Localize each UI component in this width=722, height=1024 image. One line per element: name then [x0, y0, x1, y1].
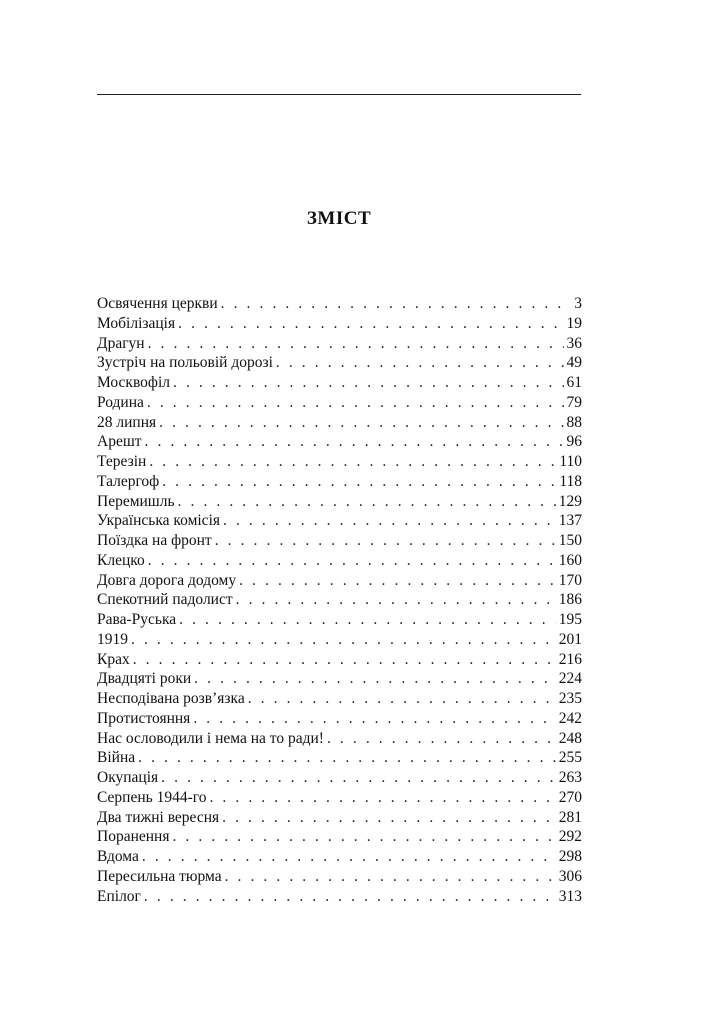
toc-entry-title: Терезін	[97, 453, 147, 470]
table-of-contents	[97, 294, 582, 906]
toc-entry	[97, 571, 582, 591]
toc-entry-title: Війна	[97, 749, 136, 767]
toc-entry-page-number: 3	[574, 295, 582, 312]
toc-entry	[97, 669, 582, 689]
toc-entry-title: Зустріч на польовій дорозі	[97, 354, 273, 372]
toc-entry-page-number: 235	[558, 690, 582, 707]
toc-entry-title: Протистояння	[97, 709, 191, 727]
toc-dot-leader	[159, 413, 563, 433]
toc-entry	[97, 748, 582, 768]
toc-entry	[97, 353, 582, 373]
toc-entry-title: Двадцяті роки	[97, 670, 192, 688]
toc-dot-leader	[161, 768, 556, 788]
toc-entry-title: Два тижні вересня	[97, 808, 220, 826]
toc-entry-page-number: 79	[566, 393, 582, 411]
toc-dot-leader	[178, 492, 556, 512]
toc-entry-title: 1919	[97, 630, 128, 648]
toc-dot-leader	[179, 610, 556, 630]
toc-entry-page-number: 118	[559, 472, 582, 490]
toc-entry	[97, 472, 582, 492]
toc-entry	[97, 788, 582, 808]
toc-entry-page-number: 255	[558, 749, 582, 767]
toc-entry-page-number: 19	[566, 314, 582, 332]
toc-entry-title: Клецко	[97, 551, 145, 569]
toc-entry-title: Українська комісія	[97, 512, 221, 530]
toc-dot-leader	[148, 551, 556, 571]
toc-entry-title: Вдома	[97, 848, 139, 865]
toc-entry	[97, 432, 582, 452]
toc-dot-leader	[173, 373, 564, 393]
toc-entry	[97, 551, 582, 571]
toc-entry	[97, 314, 582, 334]
toc-dot-leader	[327, 729, 556, 749]
toc-dot-leader	[149, 452, 556, 472]
toc-entry-page-number: 36	[566, 334, 582, 352]
toc-entry	[97, 590, 582, 610]
toc-entry	[97, 413, 582, 433]
toc-entry-title: Драгун	[97, 334, 145, 352]
toc-entry-title: Несподівана розв’язка	[97, 690, 245, 707]
toc-entry	[97, 709, 582, 729]
toc-dot-leader	[239, 571, 556, 591]
toc-entry-title: Окупація	[97, 769, 159, 786]
toc-entry-page-number: 292	[558, 828, 582, 846]
toc-entry	[97, 373, 582, 393]
toc-entry-title: Епілог	[97, 887, 141, 905]
toc-dot-leader	[162, 472, 556, 492]
toc-entry-page-number: 170	[558, 571, 582, 589]
toc-entry-title: Освячення церкви	[97, 295, 218, 312]
toc-entry-title: Довга дорога додому	[97, 571, 237, 589]
toc-dot-leader	[221, 294, 572, 314]
toc-entry	[97, 729, 582, 749]
toc-entry-page-number: 201	[558, 630, 582, 648]
toc-dot-leader	[209, 788, 555, 808]
toc-entry-page-number: 313	[558, 887, 582, 905]
toc-dot-leader	[276, 353, 564, 373]
toc-entry	[97, 492, 582, 512]
toc-entry	[97, 827, 582, 847]
toc-dot-leader	[131, 630, 556, 650]
toc-entry	[97, 867, 582, 887]
toc-dot-leader	[236, 590, 556, 610]
toc-dot-leader	[223, 511, 556, 531]
toc-dot-leader	[133, 650, 556, 670]
toc-dot-leader	[248, 689, 556, 709]
toc-dot-leader	[147, 393, 564, 413]
toc-dot-leader	[145, 432, 564, 452]
toc-entry-page-number: 186	[558, 591, 582, 609]
toc-dot-leader	[138, 748, 556, 768]
toc-dot-leader	[144, 887, 556, 907]
toc-entry	[97, 768, 582, 788]
toc-entry	[97, 689, 582, 709]
toc-entry-page-number: 270	[558, 788, 582, 806]
page-title: ЗМІСТ	[306, 208, 372, 229]
toc-dot-leader	[148, 334, 564, 354]
toc-dot-leader	[215, 531, 556, 551]
toc-entry-page-number: 216	[558, 650, 582, 668]
toc-entry-title: Поїздка на фронт	[97, 532, 212, 549]
toc-entry-page-number: 242	[558, 709, 582, 727]
toc-dot-leader	[178, 314, 563, 334]
toc-entry-page-number: 160	[558, 551, 582, 569]
toc-entry	[97, 630, 582, 650]
toc-entry-page-number: 110	[559, 453, 582, 470]
toc-entry-title: Арешт	[97, 433, 142, 451]
toc-entry	[97, 610, 582, 630]
toc-entry-title: Москвофіл	[97, 374, 170, 391]
toc-entry-title: Поранення	[97, 828, 170, 846]
toc-entry	[97, 511, 582, 531]
toc-entry-page-number: 298	[558, 848, 582, 865]
toc-dot-leader	[172, 827, 555, 847]
toc-entry-page-number: 96	[566, 433, 582, 451]
toc-entry-title: Перемишль	[97, 492, 175, 510]
toc-dot-leader	[142, 847, 556, 867]
toc-entry	[97, 334, 582, 354]
toc-entry	[97, 294, 582, 314]
toc-entry	[97, 531, 582, 551]
toc-entry	[97, 847, 582, 867]
toc-entry-title: Родина	[97, 393, 144, 411]
toc-dot-leader	[222, 808, 556, 828]
toc-entry-page-number: 263	[558, 769, 582, 786]
toc-entry-title: Талергоф	[97, 472, 160, 490]
toc-entry-page-number: 281	[558, 808, 582, 826]
toc-dot-leader	[194, 669, 556, 689]
toc-entry	[97, 452, 582, 472]
toc-entry-title: 28 липня	[97, 413, 157, 431]
toc-entry-title: Рава-Руська	[97, 611, 177, 628]
toc-dot-leader	[193, 709, 555, 729]
toc-dot-leader	[225, 867, 556, 887]
toc-entry	[97, 650, 582, 670]
toc-entry-page-number: 224	[558, 670, 582, 688]
toc-entry-page-number: 248	[558, 729, 582, 747]
toc-entry-title: Пересильна тюрма	[97, 867, 222, 885]
header-rule	[97, 94, 581, 95]
toc-entry-page-number: 195	[558, 611, 582, 628]
toc-entry-page-number: 129	[558, 492, 582, 510]
toc-entry-title: Нас ословодили і нема на то ради!	[97, 729, 324, 747]
toc-entry-title: Мобілізація	[97, 314, 176, 332]
toc-entry	[97, 808, 582, 828]
toc-entry-page-number: 137	[558, 512, 582, 530]
toc-entry-page-number: 49	[566, 354, 582, 372]
toc-entry-title: Серпень 1944-го	[97, 788, 207, 806]
toc-entry-page-number: 306	[558, 867, 582, 885]
toc-entry	[97, 393, 582, 413]
toc-entry-title: Крах	[97, 650, 130, 668]
toc-entry-title: Спекотний падолист	[97, 591, 233, 609]
toc-entry-page-number: 88	[566, 413, 582, 431]
toc-entry	[97, 887, 582, 907]
toc-entry-page-number: 150	[558, 532, 582, 549]
toc-entry-page-number: 61	[566, 374, 582, 391]
